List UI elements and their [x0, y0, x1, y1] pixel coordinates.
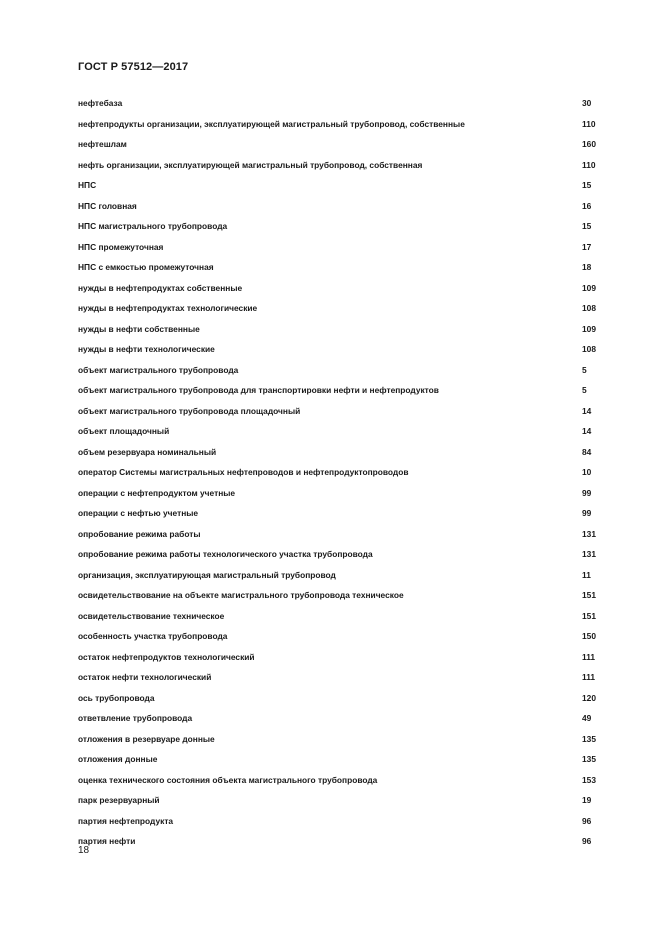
index-term: ось трубопровода [78, 692, 155, 703]
index-entry [78, 283, 618, 304]
alphabetical-index [78, 98, 618, 857]
index-entry [78, 693, 618, 714]
index-page-ref: 49 [582, 713, 592, 723]
index-entry [78, 365, 618, 386]
index-term: объект площадочный [78, 426, 170, 436]
index-entry [78, 775, 618, 796]
index-entry [78, 201, 618, 222]
index-term: нужды в нефтепродуктах собственные [78, 282, 243, 293]
index-page-ref: 110 [582, 159, 596, 170]
index-page-ref: 99 [582, 508, 592, 518]
index-entry [78, 508, 618, 529]
index-page-ref: 120 [582, 692, 596, 703]
index-term: организация, эксплуатирующая магистральный трубопровод [78, 569, 336, 580]
index-term: партия нефтепродукта [78, 815, 174, 826]
index-entry [78, 385, 618, 406]
index-page-ref: 5 [582, 364, 587, 375]
page-number: 18 [78, 845, 90, 856]
index-page-ref: 160 [582, 139, 596, 149]
index-entry [78, 98, 618, 119]
index-entry [78, 303, 618, 324]
index-page-ref: 131 [582, 549, 596, 559]
index-entry [78, 570, 618, 591]
index-entry [78, 795, 618, 816]
index-term: нужды в нефтепродуктах технологические [78, 303, 258, 313]
index-entry [78, 631, 618, 652]
index-term: нефть организации, эксплуатирующей магистральный трубопровод, собственная [78, 159, 423, 170]
index-entry [78, 488, 618, 509]
index-page-ref: 111 [582, 651, 596, 662]
index-page-ref: 14 [582, 405, 592, 416]
index-page-ref: 14 [582, 426, 592, 436]
index-term: освидетельствование техническое [78, 610, 225, 621]
index-entry [78, 324, 618, 345]
index-term: операции с нефтепродуктом учетные [78, 487, 236, 498]
index-term: партия нефти [78, 836, 136, 846]
index-entry [78, 160, 618, 181]
index-page-ref: 108 [582, 303, 596, 313]
index-term: объем резервуара номинальный [78, 446, 217, 457]
index-entry [78, 139, 618, 160]
index-entry [78, 549, 618, 570]
index-entry [78, 836, 618, 857]
index-term: оценка технического состояния объекта магистрального трубопровода [78, 774, 378, 785]
index-entry [78, 652, 618, 673]
index-term: НПС с емкостью промежуточная [78, 262, 214, 272]
index-entry [78, 754, 618, 775]
index-term: остаток нефти технологический [78, 672, 212, 682]
index-term: отложения в резервуаре донные [78, 733, 215, 744]
index-entry [78, 262, 618, 283]
index-page-ref: 135 [582, 733, 596, 744]
index-entry [78, 406, 618, 427]
index-term: нужды в нефти собственные [78, 323, 200, 334]
index-entry [78, 713, 618, 734]
index-page-ref: 10 [582, 467, 592, 477]
index-term: НПС промежуточная [78, 241, 164, 252]
index-term: нефтебаза [78, 98, 123, 108]
index-entry [78, 734, 618, 755]
index-term: опробование режима работы технологического участка трубопровода [78, 549, 373, 559]
index-term: нужды в нефти технологические [78, 344, 215, 354]
index-term: оператор Системы магистральных нефтепроводов и нефтепродуктопроводов [78, 467, 409, 477]
index-page-ref: 111 [582, 672, 596, 682]
index-page-ref: 5 [582, 385, 587, 395]
index-entry [78, 529, 618, 550]
index-page-ref: 15 [582, 221, 592, 231]
index-page-ref: 17 [582, 241, 592, 252]
index-page-ref: 151 [582, 610, 596, 621]
index-entry [78, 447, 618, 468]
index-page-ref: 110 [582, 118, 596, 129]
index-page-ref: 30 [582, 98, 592, 108]
index-page-ref: 109 [582, 282, 596, 293]
index-term: нефтепродукты организации, эксплуатирующей магистральный трубопровод, собственные [78, 118, 465, 129]
index-page-ref: 135 [582, 754, 596, 764]
index-term: объект магистрального трубопровода [78, 364, 239, 375]
index-entry [78, 221, 618, 242]
index-entry [78, 180, 618, 201]
index-entry [78, 119, 618, 140]
index-page-ref: 96 [582, 815, 592, 826]
index-term: особенность участка трубопровода [78, 631, 228, 641]
index-page-ref: 151 [582, 590, 596, 600]
index-term: ответвление трубопровода [78, 713, 193, 723]
index-term: НПС магистрального трубопровода [78, 221, 228, 231]
index-page-ref: 19 [582, 795, 592, 805]
index-term: объект магистрального трубопровода для транспортировки нефти и нефтепродуктов [78, 385, 439, 395]
index-page-ref: 16 [582, 200, 592, 211]
index-page-ref: 18 [582, 262, 592, 272]
index-page-ref: 99 [582, 487, 592, 498]
index-page-ref: 84 [582, 446, 592, 457]
index-page-ref: 109 [582, 323, 596, 334]
index-entry [78, 467, 618, 488]
index-term: освидетельствование на объекте магистрального трубопровода техническое [78, 590, 404, 600]
index-entry [78, 242, 618, 263]
document-header: ГОСТ Р 57512—2017 [78, 61, 189, 73]
index-term: парк резервуарный [78, 795, 160, 805]
index-term: объект магистрального трубопровода площадочный [78, 405, 301, 416]
index-entry [78, 344, 618, 365]
index-page-ref: 131 [582, 528, 596, 539]
index-entry [78, 426, 618, 447]
index-term: нефтешлам [78, 139, 127, 149]
index-term: остаток нефтепродуктов технологический [78, 651, 255, 662]
index-term: отложения донные [78, 754, 158, 764]
index-entry [78, 611, 618, 632]
index-entry [78, 672, 618, 693]
index-term: НПС [78, 180, 97, 190]
index-term: НПС головная [78, 200, 137, 211]
index-entry [78, 816, 618, 837]
index-page-ref: 150 [582, 631, 596, 641]
index-page-ref: 153 [582, 774, 596, 785]
index-entry [78, 590, 618, 611]
index-page-ref: 108 [582, 344, 596, 354]
index-term: операции с нефтью учетные [78, 508, 199, 518]
index-page-ref: 96 [582, 836, 592, 846]
index-page-ref: 11 [582, 569, 591, 580]
index-page-ref: 15 [582, 180, 592, 190]
index-term: опробование режима работы [78, 528, 201, 539]
